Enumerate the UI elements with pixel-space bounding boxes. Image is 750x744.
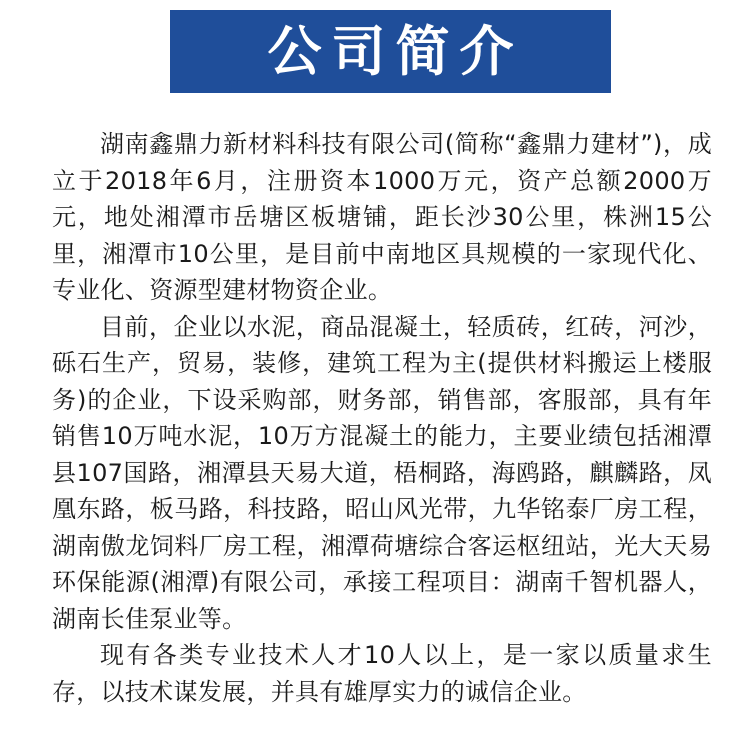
intro-paragraph-3: 现有各类专业技术人才10人以上，是一家以质量求生存，以技术谋发展，并具有雄厚实力的诚信企业。: [52, 641, 712, 706]
intro-body: [52, 126, 712, 710]
title-banner: [170, 10, 611, 93]
page-title: 公司简介: [267, 19, 524, 83]
intro-paragraph-2: 目前，企业以水泥，商品混凝土，轻质砖，红砖，河沙，砾石生产，贸易，装修，建筑工程为主(提供材料搬运上楼服务)的企业，下设采购部，财务部，销售部，客服部，具有年销售10万吨水泥，10万方混凝土的能力，主要业绩包括湘潭县107国路，湘潭县天易大道，梧桐路，海鸥路，麒麟路，凤凰东路，板马路，科技路，昭山风光带，九华铭泰厂房工程，湖南傲龙饲料厂房工程，湘潭荷塘综合客运枢纽站，光大天易环保能源(湘潭)有限公司，承接工程项目：湖南千智机器人，湖南长佳泵业等。: [52, 312, 712, 633]
intro-paragraph-1: 湖南鑫鼎力新材料科技有限公司(简称“鑫鼎力建材”)，成立于2018年6月，注册资本1000万元，资产总额2000万元，地处湘潭市岳塘区板塘铺，距长沙30公里，株洲15公里，湘潭市10公里，是目前中南地区具规模的一家现代化、专业化、资源型建材物资企业。: [52, 130, 712, 304]
